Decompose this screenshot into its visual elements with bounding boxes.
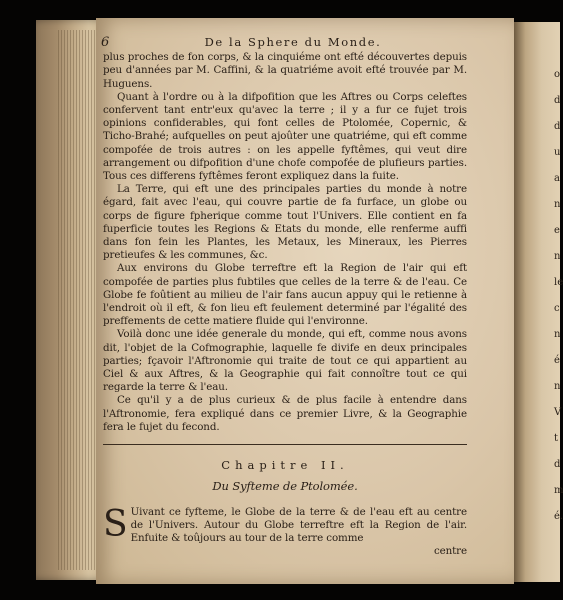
page-number: 6	[101, 35, 110, 50]
chapter-opening-text: Uivant ce fyfteme, le Globe de la terre & de l'eau eft au centre de l'Univers. Autour du Globe terreftre eft la Region de l'air. Enfuite & toûjours au tour de la terre comme	[130, 505, 467, 544]
facing-page-fragment: d	[554, 121, 561, 132]
chapter-subtitle: Du Syfteme de Ptolomée.	[212, 479, 358, 494]
paragraph: Voilà donc une idée generale du monde, qui eft, comme nous avons dit, l'objet de la Cofmographie, laquelle fe divife en deux principales parties; fçavoir l'Aftronomie qui traite de tout ce qui appartient au Ciel & aux Aftres, & la Geographie qui fait connoître tout ce qui regarde la terre & l'eau.	[103, 328, 467, 394]
facing-page-fragment: n	[554, 329, 561, 340]
facing-page-fragment: m	[554, 485, 563, 496]
facing-page-fragment: n	[554, 251, 561, 262]
page-header	[103, 36, 467, 49]
facing-page-fragment: u	[554, 147, 561, 158]
paragraph: plus proches de fon corps, & la cinquiéme ont efté découvertes depuis peu d'années par M. Caffini, & la quatriéme avoit efté trouvée par M. Huguens.	[103, 51, 467, 90]
section-divider	[103, 444, 467, 445]
facing-page-fragment: V	[554, 407, 562, 418]
facing-page-fragment: é.	[554, 511, 563, 522]
paragraph: La Terre, qui eft une des principales parties du monde à notre égard, fait avec l'eau, qui couvre partie de fa furface, un globe ou corps de figure fpherique comme tout l'Univers. Elle contient en fa fuperficie toutes les Regions & Etats du monde, elle renferme auffi dans fon fein les Plantes, les Metaux, les Mineraux, les Pierres pretieufes & les communes, &c.	[103, 183, 467, 262]
facing-page-fragment: d	[554, 95, 561, 106]
catchword: centre	[433, 545, 467, 558]
paragraph: Aux environs du Globe terreftre eft la Region de l'air qui eft compofée de parties plus fubtiles que celles de la terre & de l'eau. Ce Globe fe foûtient au milieu de l'air fans aucun appuy qui le retienne à l'endroit où il eft, & fon lieu eft feulement determiné par l'égalité des preffements de cette matiere fluide qui l'environne.	[103, 262, 467, 328]
running-head: De la Sphere du Monde.	[204, 35, 382, 49]
facing-page-fragment: n	[554, 381, 561, 392]
facing-page-fragment: d	[554, 459, 561, 470]
chapter-title: Chapitre II.	[221, 458, 349, 473]
facing-page-fragment: le	[554, 277, 563, 288]
facing-page-fragment: a	[554, 173, 560, 184]
facing-page-fragment: c	[554, 303, 560, 314]
facing-page-fragment: é	[554, 355, 560, 366]
facing-page-fragment: t	[554, 433, 559, 444]
chapter-opening	[103, 503, 467, 546]
paragraph: Quant à l'ordre ou à la difpofition que les Aftres ou Corps celeftes confervent tant entr'eux qu'avec la terre ; il y a fur ce fujet trois opinions confiderables, qui font celles de Ptolomée, Copernic, & Ticho-Brahé; aufquelles on peut ajoûter une quatriéme, qui eft comme compofée de trois autres : on les appelle fyftêmes, qui veut dire arrangement ou difpofition d'une chofe compofée de plufieurs parties. Tous ces differens fyftêmes feront expliquez dans la fuite.	[103, 90, 467, 183]
page-text	[103, 36, 467, 558]
facing-page-edge	[514, 22, 563, 582]
drop-cap: S	[103, 503, 128, 545]
facing-page-fragment: n	[554, 199, 561, 210]
paragraph: Ce qu'il y a de plus curieux & de plus facile à entendre dans l'Aftronomie, fera expliqué dans ce premier Livre, & la Geographie fera le fujet du fecond.	[103, 394, 467, 433]
facing-page-fragment: o	[554, 69, 561, 80]
facing-page-fragment: e	[554, 225, 560, 236]
